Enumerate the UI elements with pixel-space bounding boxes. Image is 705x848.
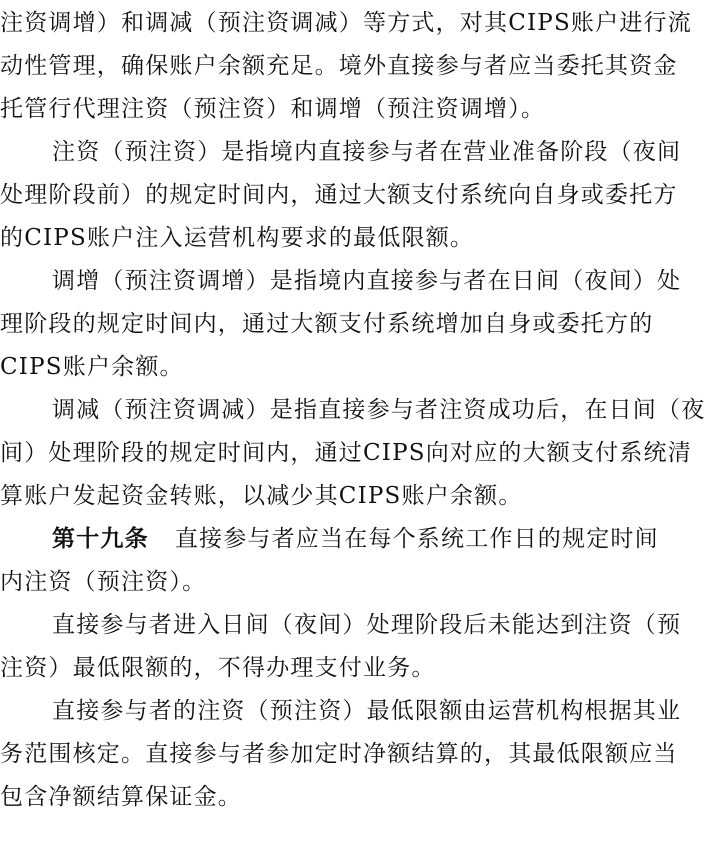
text-line: 间）处理阶段的规定时间内，通过CIPS向对应的大额支付系统清 xyxy=(0,440,692,466)
text-line: 的CIPS账户注入运营机构要求的最低限额。 xyxy=(0,225,475,251)
text-line: 理阶段的规定时间内，通过大额支付系统增加自身或委托方的 xyxy=(0,311,654,337)
text-line: 注资）最低限额的，不得办理支付业务。 xyxy=(0,655,436,681)
text-line: 注资（预注资）是指境内直接参与者在营业准备阶段（夜间 xyxy=(52,139,682,165)
text-line: 托管行代理注资（预注资）和调增（预注资调增）。 xyxy=(0,96,546,122)
text-line: 处理阶段前）的规定时间内，通过大额支付系统向自身或委托方 xyxy=(0,182,678,208)
article-line xyxy=(0,519,659,559)
text-line: 注资调增）和调减（预注资调减）等方式，对其CIPS账户进行流 xyxy=(0,10,692,36)
text-line: 调增（预注资调增）是指境内直接参与者在日间（夜间）处 xyxy=(52,268,682,294)
text-line: 直接参与者的注资（预注资）最低限额由运营机构根据其业 xyxy=(52,698,682,724)
article-heading: 第十九条 xyxy=(52,525,149,552)
article-text: 直接参与者应当在每个系统工作日的规定时间 xyxy=(174,526,659,552)
text-line: 调减（预注资调减）是指直接参与者注资成功后，在日间（夜 xyxy=(52,397,705,423)
text-line: 动性管理，确保账户余额充足。境外直接参与者应当委托其资金 xyxy=(0,53,678,79)
text-line: 直接参与者进入日间（夜间）处理阶段后未能达到注资（预 xyxy=(52,612,682,638)
text-line: 算账户发起资金转账，以减少其CIPS账户余额。 xyxy=(0,483,523,509)
text-line: 务范围核定。直接参与者参加定时净额结算的，其最低限额应当 xyxy=(0,741,678,767)
text-line: 包含净额结算保证金。 xyxy=(0,784,242,810)
text-line: CIPS账户余额。 xyxy=(0,354,184,380)
text-line: 内注资（预注资）。 xyxy=(0,569,207,595)
